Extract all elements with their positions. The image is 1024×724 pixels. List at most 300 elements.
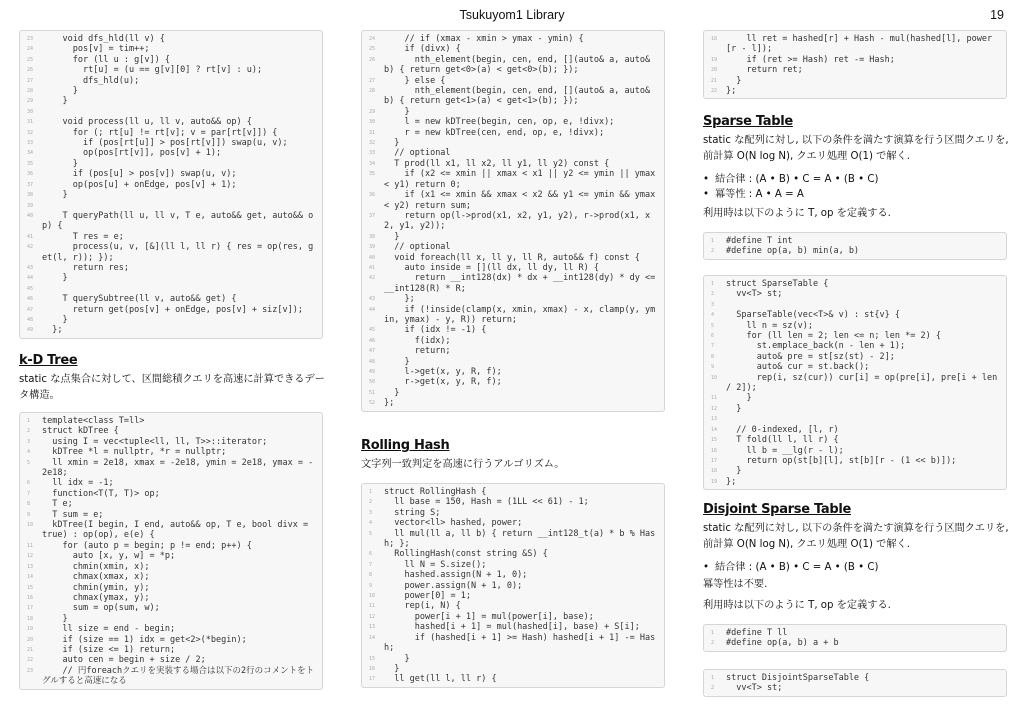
code-line xyxy=(20,437,322,447)
code-line xyxy=(704,55,1006,65)
code-line xyxy=(20,44,322,54)
code-text: } xyxy=(42,613,68,624)
code-text: if (pos[u] > pos[v]) swap(u, v); xyxy=(42,169,237,180)
code-line xyxy=(20,294,322,304)
line-number: 11 xyxy=(27,542,34,549)
code-text: struct RollingHash { xyxy=(384,487,487,497)
code-block-rolling-hash xyxy=(361,483,665,688)
code-text: auto inside = [](ll dx, ll dy, ll R) { xyxy=(384,262,599,273)
code-line xyxy=(362,601,664,611)
code-text: T querySubtree(ll v, auto&& get) { xyxy=(42,294,237,305)
line-number: 33 xyxy=(369,150,376,157)
code-line xyxy=(362,388,664,398)
code-text xyxy=(42,201,322,211)
line-number: 38 xyxy=(27,192,34,199)
code-line xyxy=(362,107,664,117)
section-heading-disjoint-sparse-table: Disjoint Sparse Table xyxy=(703,502,851,517)
code-line xyxy=(20,478,322,488)
code-text: op(pos[u] + onEdge, pos[v] + 1); xyxy=(42,179,237,190)
code-line xyxy=(20,169,322,179)
bullet-text: 結合律 : (A • B) • C = A • (B • C) xyxy=(715,562,879,573)
code-block-sparse-table xyxy=(703,275,1007,490)
line-number: 5 xyxy=(27,459,31,466)
line-number: 29 xyxy=(27,98,34,105)
line-number: 1 xyxy=(711,281,715,287)
code-text: if (ret >= Hash) ret -= Hash; xyxy=(726,54,895,65)
code-text: } xyxy=(42,158,78,169)
code-line xyxy=(362,549,664,559)
line-number: 11 xyxy=(369,603,376,610)
line-number: 18 xyxy=(27,615,34,622)
code-text: r->get(x, y, R, f); xyxy=(384,377,502,388)
code-line xyxy=(362,159,664,169)
disjoint-sparse-table-idem-note: 冪等性は不要. xyxy=(703,579,768,590)
code-line xyxy=(704,352,1006,362)
code-line xyxy=(362,148,664,158)
section-desc-rolling-hash: 文字列一致判定を高速に行うアルゴリズム。 xyxy=(361,459,565,470)
code-block-kd-tree xyxy=(19,412,323,690)
line-number: 2 xyxy=(369,499,373,506)
code-text: if (x1 <= xmin && xmax < x2 && y1 <= ymin && ymax < y2) return sum; xyxy=(384,190,661,211)
disjoint-sparse-table-usage-note: 利用時は以下のように T, op を定義する. xyxy=(703,600,891,611)
line-number: 15 xyxy=(369,655,376,662)
line-number: 1 xyxy=(27,418,31,424)
code-text: ll idx = -1; xyxy=(42,478,114,489)
code-line xyxy=(362,487,664,497)
code-line xyxy=(362,242,664,252)
section-heading-kd-tree: k-D Tree xyxy=(19,353,78,368)
line-number: 25 xyxy=(369,46,376,53)
line-number: 47 xyxy=(369,348,376,355)
line-number: 26 xyxy=(369,56,376,63)
line-number: 27 xyxy=(27,77,34,84)
line-number: 35 xyxy=(369,171,376,178)
code-text: void foreach(ll x, ll y, ll R, auto&& f) const { xyxy=(384,252,640,263)
line-number: 36 xyxy=(27,171,34,178)
line-number: 21 xyxy=(711,77,718,84)
code-line xyxy=(362,55,664,76)
code-text: T prod(ll x1, ll x2, ll y1, ll y2) const { xyxy=(384,158,610,169)
code-text: for (ll u : g[v]) { xyxy=(42,54,170,65)
code-text: } xyxy=(42,273,68,284)
section-heading-rolling-hash: Rolling Hash xyxy=(361,438,450,453)
line-number: 50 xyxy=(369,379,376,386)
code-text: chmax(ymax, y); xyxy=(42,592,150,603)
code-line xyxy=(362,294,664,304)
line-number: 15 xyxy=(711,437,718,444)
code-text: pos[v] = tim++; xyxy=(42,44,150,55)
line-number: 2 xyxy=(711,640,715,647)
line-number: 14 xyxy=(711,426,718,433)
code-line xyxy=(362,86,664,107)
code-text: } xyxy=(726,75,742,86)
line-number: 23 xyxy=(27,36,34,42)
code-text: nth_element(begin, cen, end, [](auto& a, auto& b) { return get<0>(a) < get<0>(b); }); xyxy=(384,54,656,76)
code-line xyxy=(20,128,322,138)
code-line xyxy=(704,341,1006,351)
line-number: 52 xyxy=(369,400,376,407)
code-line xyxy=(20,107,322,117)
code-line xyxy=(20,180,322,190)
line-number: 23 xyxy=(27,667,34,674)
code-block-kd-tree-cont xyxy=(361,30,665,412)
code-block-sparse-table-defines xyxy=(703,232,1007,260)
code-block-disjoint-sparse-table xyxy=(703,669,1007,697)
code-text: // if (xmax - xmin > ymax - ymin) { xyxy=(384,34,584,44)
code-line xyxy=(20,614,322,624)
line-number: 21 xyxy=(27,646,34,653)
code-line xyxy=(20,499,322,509)
code-text: ll size = end - begin; xyxy=(42,624,176,635)
code-text: chmin(xmin, x); xyxy=(42,561,150,572)
line-number: 35 xyxy=(27,160,34,167)
code-text: vv<T> st; xyxy=(726,683,783,694)
line-number: 20 xyxy=(711,67,718,74)
line-number: 48 xyxy=(369,358,376,365)
code-text: } xyxy=(42,96,68,107)
code-line xyxy=(20,458,322,479)
code-line xyxy=(20,96,322,106)
line-number: 17 xyxy=(27,605,34,612)
code-text: void process(ll u, ll v, auto&& op) { xyxy=(42,117,252,128)
code-line xyxy=(704,425,1006,435)
code-line xyxy=(362,273,664,294)
code-line xyxy=(704,466,1006,476)
section-desc-sparse-table: static な配列に対し, 以下の条件を満たす演算を行う区間クエリを, 前計算 O(N log N), クエリ処理 O(1) で解く. xyxy=(703,135,1009,162)
code-line xyxy=(20,305,322,315)
code-text: SparseTable(vec<T>& v) : st{v} { xyxy=(726,310,901,321)
code-text: }; xyxy=(726,86,737,97)
code-text: r = new kDTree(cen, end, op, e, !divx); xyxy=(384,127,605,138)
code-text: }; xyxy=(384,294,415,305)
line-number: 43 xyxy=(27,264,34,271)
code-text: kDTree *l = nullptr, *r = nullptr; xyxy=(42,447,227,458)
code-text: } xyxy=(384,356,410,367)
code-text: auto cen = begin + size / 2; xyxy=(42,655,206,666)
code-text: rep(i, N) { xyxy=(384,601,461,612)
code-text: T e; xyxy=(42,499,73,510)
code-line xyxy=(704,236,1006,246)
code-line xyxy=(20,232,322,242)
code-text: vector<ll> hashed, power; xyxy=(384,518,523,529)
bullet-text: 結合律 : (A • B) • C = A • (B • C) xyxy=(715,174,879,185)
code-line xyxy=(704,404,1006,414)
code-text: struct kDTree { xyxy=(42,426,119,437)
code-text: RollingHash(const string &S) { xyxy=(384,549,548,560)
code-line xyxy=(704,435,1006,445)
code-line xyxy=(20,416,322,426)
line-number: 4 xyxy=(711,312,715,319)
code-line xyxy=(704,86,1006,96)
line-number: 51 xyxy=(369,389,376,396)
line-number: 42 xyxy=(27,244,34,251)
line-number: 6 xyxy=(369,551,373,558)
page-number: 19 xyxy=(990,8,1004,22)
code-text: return get(pos[v] + onEdge, pos[v] + siz[v]); xyxy=(42,304,304,315)
code-text: return; xyxy=(384,346,451,357)
line-number: 6 xyxy=(711,333,715,340)
line-number: 16 xyxy=(27,594,34,601)
code-text: auto [x, y, w] = *p; xyxy=(42,551,176,562)
line-number: 16 xyxy=(369,665,376,672)
code-text: } xyxy=(384,387,400,398)
code-text: rt[u] = (u == g[v][0] ? rt[v] : u); xyxy=(42,65,263,76)
code-text xyxy=(726,414,1006,424)
line-number: 45 xyxy=(369,327,376,334)
code-line xyxy=(704,456,1006,466)
line-number: 39 xyxy=(369,244,376,251)
line-number: 9 xyxy=(369,582,373,589)
code-text: hashed.assign(N + 1, 0); xyxy=(384,570,528,581)
code-line xyxy=(20,325,322,335)
code-line xyxy=(20,65,322,75)
line-number: 10 xyxy=(27,522,34,529)
code-text: power[0] = 1; xyxy=(384,591,472,602)
line-number: 25 xyxy=(27,56,34,63)
line-number: 1 xyxy=(711,675,715,681)
code-line xyxy=(362,190,664,211)
code-line xyxy=(362,76,664,86)
section-heading-sparse-table: Sparse Table xyxy=(703,114,793,129)
code-text: } xyxy=(384,231,400,242)
line-number: 12 xyxy=(369,613,376,620)
code-line xyxy=(362,263,664,273)
code-line xyxy=(362,169,664,190)
code-text: process(u, v, [&](ll l, ll r) { res = op(res, get(l, r)); }); xyxy=(42,242,314,263)
code-text: T queryPath(ll u, ll v, T e, auto&& get, auto&& op) { xyxy=(42,210,314,232)
code-line xyxy=(20,551,322,561)
code-text: #define op(a, b) a + b xyxy=(726,638,839,649)
code-line xyxy=(362,367,664,377)
code-text: // optional xyxy=(384,148,451,159)
line-number: 8 xyxy=(369,572,373,579)
code-line xyxy=(704,246,1006,256)
line-number: 24 xyxy=(369,36,376,42)
code-text: } xyxy=(42,314,68,325)
code-text: if (x2 <= xmin || xmax < x1 || y2 <= ymin || ymax < y1) return 0; xyxy=(384,169,661,190)
code-text: struct DisjointSparseTable { xyxy=(726,673,870,683)
line-number: 11 xyxy=(711,395,718,402)
line-number: 32 xyxy=(369,140,376,147)
code-line xyxy=(704,34,1006,55)
code-text: power.assign(N + 1, 0); xyxy=(384,580,523,591)
line-number: 48 xyxy=(27,316,34,323)
line-number: 13 xyxy=(27,563,34,570)
line-number: 12 xyxy=(27,553,34,560)
code-line xyxy=(362,34,664,44)
section-desc-kd-tree: static な点集合に対して、区間総積クエリを高速に計算できるデータ構造。 xyxy=(19,374,325,401)
line-number: 7 xyxy=(27,490,31,497)
code-text: void dfs_hld(ll v) { xyxy=(42,34,165,44)
code-text: l = new kDTree(begin, cen, op, e, !divx); xyxy=(384,117,615,128)
code-text: for (; rt[u] != rt[v]; v = par[rt[v]]) { xyxy=(42,127,278,138)
line-number: 3 xyxy=(27,438,31,445)
code-line xyxy=(362,346,664,356)
code-line xyxy=(20,562,322,572)
code-text: chmin(ymin, y); xyxy=(42,582,150,593)
line-number: 44 xyxy=(27,275,34,282)
line-number: 37 xyxy=(369,212,376,219)
code-line xyxy=(20,593,322,603)
code-block-hld-tail xyxy=(19,30,323,339)
line-number: 14 xyxy=(27,574,34,581)
code-text: auto& pre = st[sz(st) - 2]; xyxy=(726,351,895,362)
code-text: // optional xyxy=(384,242,451,253)
code-text: if (!inside(clamp(x, xmin, xmax) - x, clamp(y, ymin, ymax) - y, R)) return; xyxy=(384,304,656,325)
code-text: } xyxy=(384,653,410,664)
code-line xyxy=(704,331,1006,341)
code-text: nth_element(begin, cen, end, [](auto& a, auto& b) { return get<1>(a) < get<1>(b); }); xyxy=(384,86,656,107)
line-number: 46 xyxy=(369,337,376,344)
code-text: st.emplace_back(n - len + 1); xyxy=(726,341,906,352)
code-text: // 0-indexed, [l, r) xyxy=(726,424,839,435)
code-line xyxy=(20,510,322,520)
line-number: 20 xyxy=(27,636,34,643)
code-text: struct SparseTable { xyxy=(726,279,829,289)
code-line xyxy=(20,645,322,655)
code-line xyxy=(704,414,1006,424)
code-line xyxy=(20,655,322,665)
line-number: 2 xyxy=(27,428,31,435)
line-number: 45 xyxy=(27,285,34,292)
code-line xyxy=(704,373,1006,394)
code-text: }; xyxy=(384,398,395,409)
line-number: 9 xyxy=(27,511,31,518)
code-text: return op(st[b][l], st[b][r - (1 << b)]); xyxy=(726,455,957,466)
code-text: ll b = __lg(r - l); xyxy=(726,445,844,456)
code-block-disjoint-sparse-table-defines xyxy=(703,624,1007,652)
code-line xyxy=(704,477,1006,487)
line-number: 3 xyxy=(711,301,715,308)
code-text: }; xyxy=(42,325,63,336)
code-text: function<T(T, T)> op; xyxy=(42,488,160,499)
code-text: ll n = sz(v); xyxy=(726,320,814,331)
code-line xyxy=(20,426,322,436)
code-text: if (hashed[i + 1] >= Hash) hashed[i + 1] -= Hash; xyxy=(384,632,656,654)
code-line xyxy=(20,624,322,634)
code-line xyxy=(362,622,664,632)
code-line xyxy=(20,583,322,593)
code-line xyxy=(362,674,664,684)
code-line xyxy=(362,377,664,387)
line-number: 18 xyxy=(711,36,718,42)
code-text: } xyxy=(384,663,400,674)
code-text xyxy=(42,284,322,294)
line-number: 19 xyxy=(711,56,718,63)
line-number: 18 xyxy=(711,468,718,475)
line-number: 17 xyxy=(711,457,718,464)
code-line xyxy=(20,55,322,65)
line-number: 24 xyxy=(27,46,34,53)
line-number: 7 xyxy=(369,561,373,568)
line-number: 28 xyxy=(27,88,34,95)
code-line xyxy=(362,518,664,528)
line-number: 4 xyxy=(27,449,31,456)
code-line xyxy=(362,508,664,518)
line-number: 46 xyxy=(27,296,34,303)
line-number: 13 xyxy=(711,416,718,423)
code-line xyxy=(20,148,322,158)
code-line xyxy=(20,190,322,200)
code-text: if (divx) { xyxy=(384,44,461,55)
code-text: power[i + 1] = mul(power[i], base); xyxy=(384,611,594,622)
code-line xyxy=(362,357,664,367)
code-text: ll N = S.size(); xyxy=(384,559,487,570)
code-line xyxy=(704,683,1006,693)
line-number: 10 xyxy=(369,593,376,600)
line-number: 7 xyxy=(711,343,715,350)
line-number: 38 xyxy=(369,233,376,240)
line-number: 6 xyxy=(27,480,31,487)
code-line xyxy=(362,138,664,148)
line-number: 31 xyxy=(369,129,376,136)
code-text: if (size <= 1) return; xyxy=(42,644,176,655)
code-text: } xyxy=(384,106,410,117)
code-text: using I = vec<tuple<ll, ll, T>>::iterator; xyxy=(42,436,268,447)
code-text: for (auto p = begin; p != end; p++) { xyxy=(42,540,252,551)
code-text: T fold(ll l, ll r) { xyxy=(726,435,839,446)
code-line xyxy=(362,581,664,591)
code-text: }; xyxy=(726,476,737,487)
code-line xyxy=(20,117,322,127)
code-line xyxy=(362,654,664,664)
code-text: } xyxy=(726,393,752,404)
line-number: 9 xyxy=(711,364,715,371)
code-block-rolling-hash-cont xyxy=(703,30,1007,99)
code-line xyxy=(20,76,322,86)
code-text: #define T ll xyxy=(726,628,788,638)
line-number: 16 xyxy=(711,447,718,454)
code-text xyxy=(42,107,322,117)
code-line xyxy=(20,635,322,645)
code-line xyxy=(704,65,1006,75)
code-text: template<class T=ll> xyxy=(42,416,145,426)
line-number: 2 xyxy=(711,291,715,298)
line-number: 37 xyxy=(27,181,34,188)
code-line xyxy=(362,232,664,242)
line-number: 2 xyxy=(711,685,715,692)
code-text: T res = e; xyxy=(42,231,124,242)
code-line xyxy=(20,520,322,541)
line-number: 1 xyxy=(711,630,715,636)
code-line xyxy=(362,612,664,622)
line-number: 41 xyxy=(369,264,376,271)
code-line xyxy=(704,310,1006,320)
code-text: op(pos[rt[v]], pos[v] + 1); xyxy=(42,148,222,159)
code-line xyxy=(704,289,1006,299)
disjoint-sparse-table-bullet-assoc: • 結合律 : (A • B) • C = A • (B • C) xyxy=(703,562,879,573)
code-text: if (size == 1) idx = get<2>(*begin); xyxy=(42,634,247,645)
line-number: 31 xyxy=(27,119,34,126)
code-line xyxy=(20,201,322,211)
code-line xyxy=(704,300,1006,310)
code-line xyxy=(362,529,664,550)
line-number: 36 xyxy=(369,192,376,199)
line-number: 2 xyxy=(711,248,715,255)
code-text: T sum = e; xyxy=(42,509,104,520)
code-text: dfs_hld(u); xyxy=(42,75,140,86)
line-number: 49 xyxy=(369,369,376,375)
code-line xyxy=(20,572,322,582)
code-line xyxy=(704,362,1006,372)
line-number: 17 xyxy=(369,676,376,683)
code-text: ll base = 150, Hash = (1LL << 61) - 1; xyxy=(384,497,589,508)
line-number: 29 xyxy=(369,108,376,115)
code-line xyxy=(20,273,322,283)
code-line xyxy=(362,325,664,335)
running-header-title: Tsukuyom1 Library xyxy=(459,8,565,22)
code-text: chmax(xmax, x); xyxy=(42,572,150,583)
